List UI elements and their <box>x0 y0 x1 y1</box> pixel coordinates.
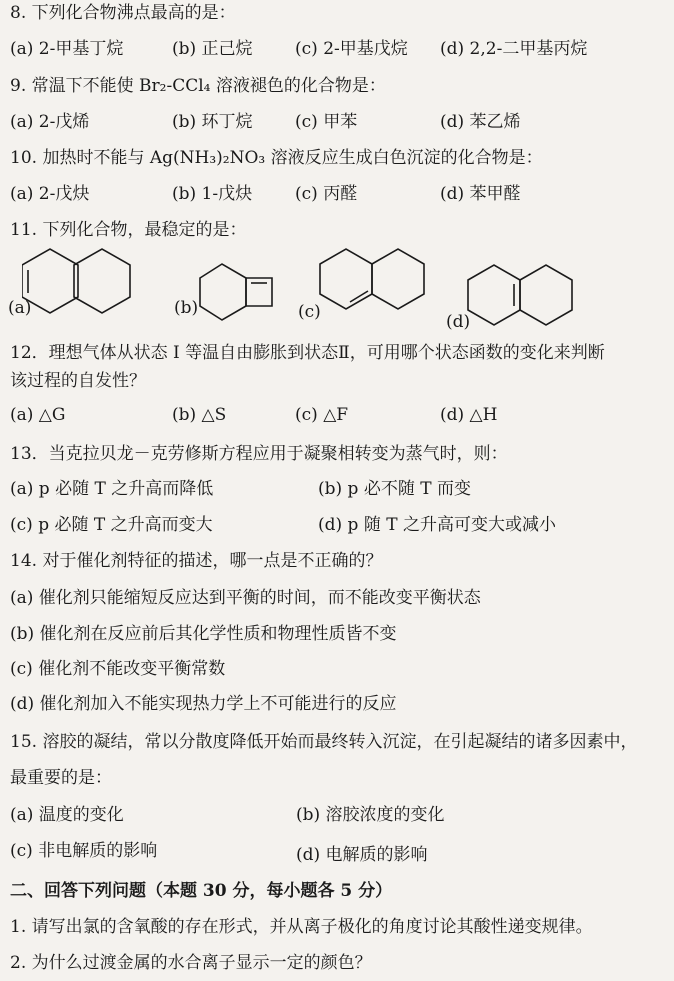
q11-label-d: (d) <box>446 312 471 332</box>
section2-question-1: 1. 请写出氯的含氧酸的存在形式，并从离子极化的角度讨论其酸性递变规律。 <box>10 917 593 937</box>
q8-option-c: (c) 2-甲基戊烷 <box>295 39 408 59</box>
q15-stem-line2: 最重要的是： <box>10 768 112 788</box>
q11-structure-a <box>22 248 132 314</box>
q11-structure-c <box>318 246 428 316</box>
q15-option-c: (c) 非电解质的影响 <box>10 841 158 861</box>
q10-stem: 10. 加热时不能与 Ag(NH₃)₂NO₃ 溶液反应生成白色沉淀的化合物是： <box>10 148 543 168</box>
q15-stem-line1: 15. 溶胶的凝结，常以分散度降低开始而最终转入沉淀，在引起凝结的诸多因素中， <box>10 732 638 752</box>
q9-option-c: (c) 甲苯 <box>295 112 358 132</box>
q11-label-a: (a) <box>8 298 32 318</box>
q14-option-a: (a) 催化剂只能缩短反应达到平衡的时间，而不能改变平衡状态 <box>10 588 481 608</box>
q8-stem: 8. 下列化合物沸点最高的是： <box>10 3 236 23</box>
q11-structure-d <box>466 262 576 332</box>
q13-option-a: (a) p 必随 T 之升高而降低 <box>10 479 214 499</box>
q15-option-b: (b) 溶胶浓度的变化 <box>296 805 445 825</box>
q9-option-a: (a) 2-戊烯 <box>10 112 90 132</box>
q10-option-d: (d) 苯甲醛 <box>440 184 521 204</box>
q11-label-b: (b) <box>174 298 199 318</box>
q12-option-d: (d) △H <box>440 405 498 425</box>
q14-stem: 14. 对于催化剂特征的描述，哪一点是不正确的？ <box>10 551 383 571</box>
q11-structure-b <box>190 262 290 324</box>
q10-option-b: (b) 1-戊炔 <box>172 184 253 204</box>
section2-heading: 二、回答下列问题（本题 30 分，每小题各 5 分） <box>10 881 393 901</box>
q8-option-d: (d) 2,2-二甲基丙烷 <box>440 39 588 59</box>
q12-option-b: (b) △S <box>172 405 227 425</box>
q8-option-a: (a) 2-甲基丁烷 <box>10 39 124 59</box>
q12-stem-line1: 12．理想气体从状态 I 等温自由膨胀到状态Ⅱ，可用哪个状态函数的变化来判断 <box>10 343 605 363</box>
q13-stem: 13．当克拉贝龙－克劳修斯方程应用于凝聚相转变为蒸气时，则： <box>10 444 508 464</box>
q12-stem-line2: 该过程的自发性？ <box>10 371 146 391</box>
q10-option-c: (c) 丙醛 <box>295 184 358 204</box>
q10-option-a: (a) 2-戊炔 <box>10 184 90 204</box>
q13-option-b: (b) p 必不随 T 而变 <box>318 479 471 499</box>
q15-option-d: (d) 电解质的影响 <box>296 845 428 865</box>
q9-option-d: (d) 苯乙烯 <box>440 112 521 132</box>
q15-option-a: (a) 温度的变化 <box>10 805 124 825</box>
section2-question-2: 2. 为什么过渡金属的水合离子显示一定的颜色？ <box>10 953 372 973</box>
q14-option-b: (b) 催化剂在反应前后其化学性质和物理性质皆不变 <box>10 624 397 644</box>
q12-option-a: (a) △G <box>10 405 66 425</box>
q13-option-d: (d) p 随 T 之升高可变大或减小 <box>318 515 556 535</box>
q11-stem: 11. 下列化合物，最稳定的是： <box>10 220 247 240</box>
q9-stem: 9. 常温下不能使 Br₂-CCl₄ 溶液褪色的化合物是： <box>10 76 386 96</box>
q12-option-c: (c) △F <box>295 405 349 425</box>
q9-option-b: (b) 环丁烷 <box>172 112 253 132</box>
q14-option-d: (d) 催化剂加入不能实现热力学上不可能进行的反应 <box>10 694 397 714</box>
q8-option-b: (b) 正己烷 <box>172 39 253 59</box>
q11-label-c: (c) <box>298 302 321 322</box>
q14-option-c: (c) 催化剂不能改变平衡常数 <box>10 659 226 679</box>
q13-option-c: (c) p 必随 T 之升高而变大 <box>10 515 213 535</box>
